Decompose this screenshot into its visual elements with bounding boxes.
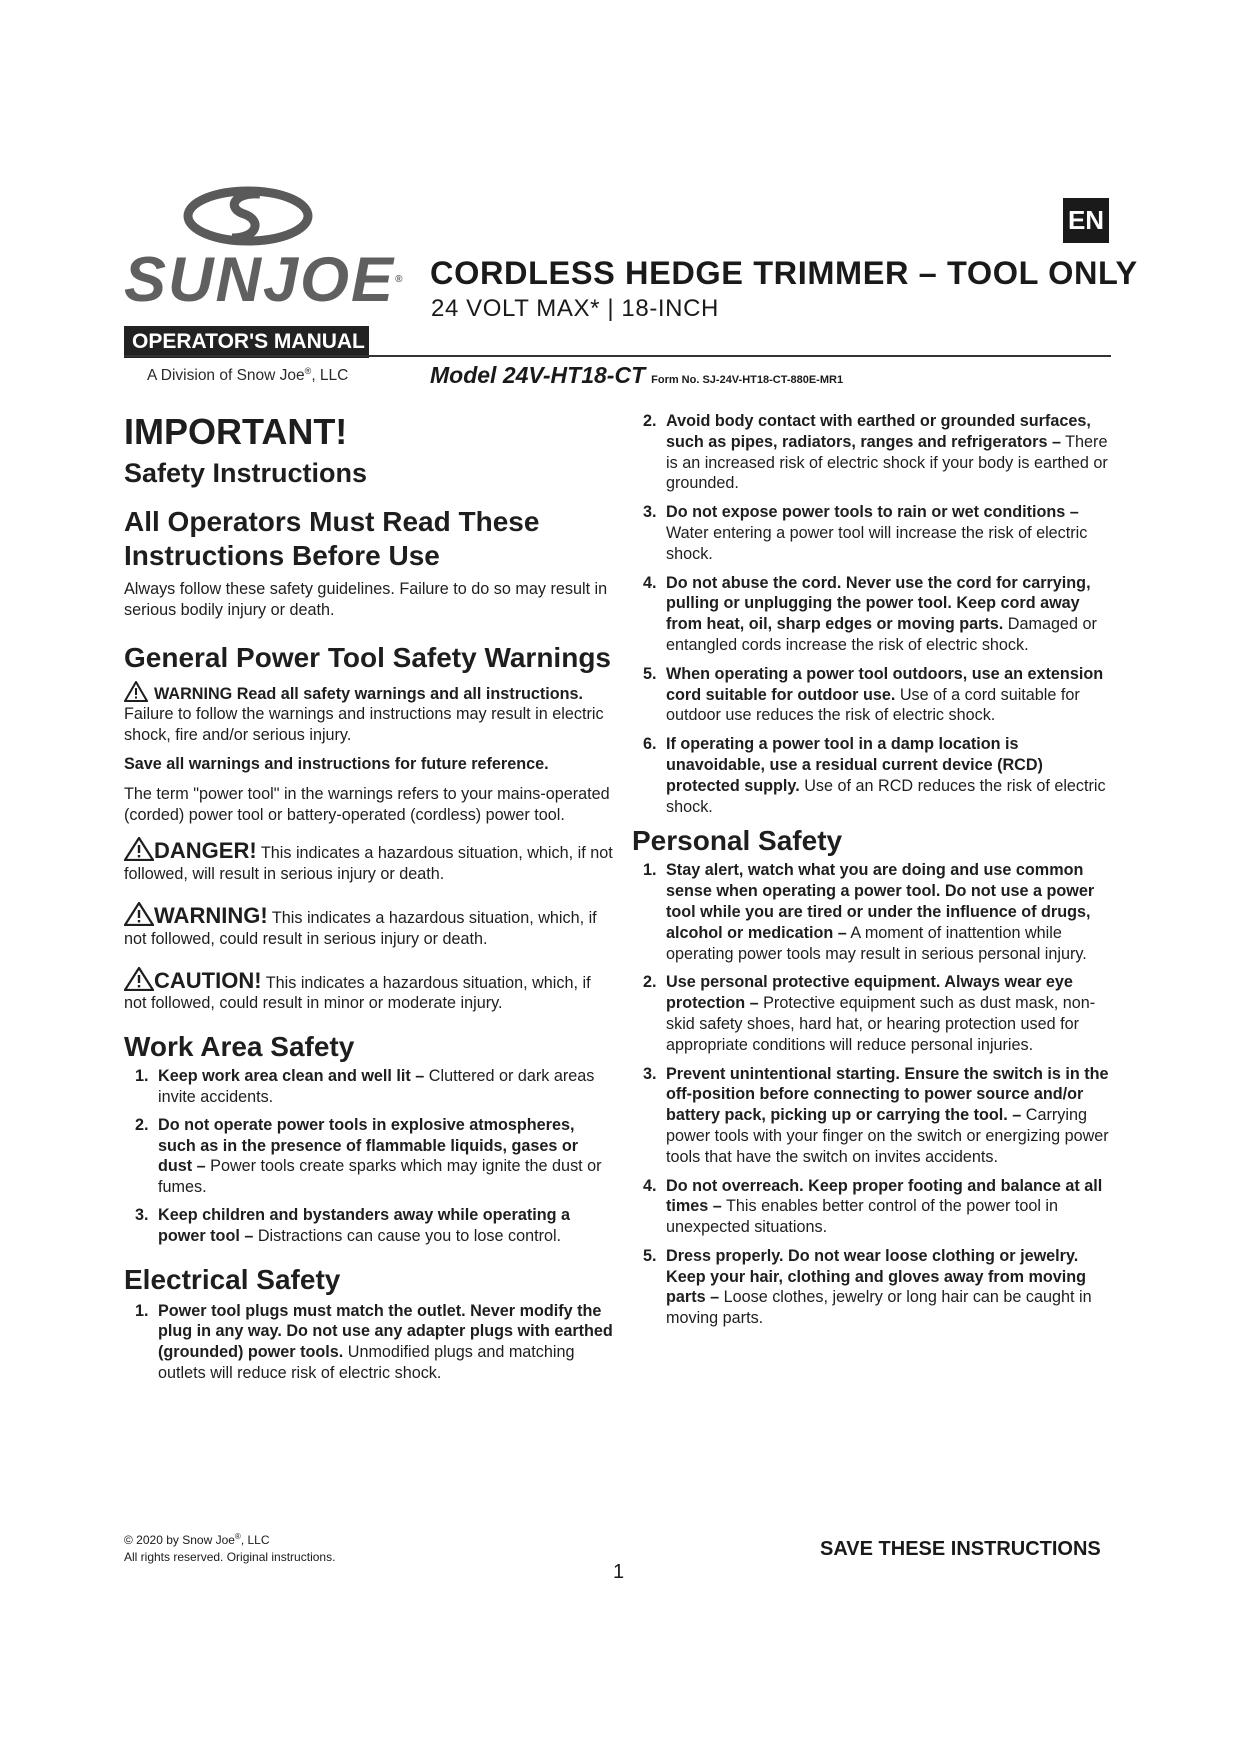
language-badge: EN bbox=[1063, 198, 1109, 243]
caution-triangle-icon bbox=[124, 967, 154, 991]
list-item: 4. Do not overreach. Keep proper footing and balance at all times – This enables better control of the power tool in unexpected situations. bbox=[643, 1176, 1103, 1237]
danger-triangle-icon bbox=[124, 837, 154, 861]
copyright-note bbox=[124, 1528, 335, 1566]
list-item: 6. If operating a power tool in a damp location is unavoidable, use a residual current device (RCD) protected supply. Use of an RCD reduces the risk of electric shock. bbox=[643, 735, 1106, 816]
work-area-heading: Work Area Safety bbox=[124, 1031, 355, 1063]
page-number: 1 bbox=[613, 1561, 625, 1583]
header-divider bbox=[124, 355, 1111, 357]
list-item: 5. When operating a power tool outdoors, use an extension cord suitable for outdoor use. Use of a cord suitable for outdoor use reduces the risk of electric shock. bbox=[643, 664, 1104, 725]
important-heading: IMPORTANT! bbox=[124, 411, 348, 452]
model-line: Model 24V-HT18-CT Form No. SJ-24V-HT18-CT-880E-MR1 bbox=[430, 362, 844, 388]
form-number: Form No. SJ-24V-HT18-CT-880E-MR1 bbox=[651, 374, 844, 386]
copyright-line: © 2020 by Snow Joe®, LLC bbox=[124, 1532, 270, 1547]
list-item: 3. Prevent unintentional starting. Ensure the switch is in the off-position before connecting to power source and/or battery pack, picking up or carrying the tool. – Carrying power tools with your finger on the switch or energizing power tools that have the switch on invites accidents. bbox=[643, 1064, 1109, 1166]
list-item: 4. Do not abuse the cord. Never use the cord for carrying, pulling or unplugging the power tool. Keep cord away from heat, oil, sharp edges or moving parts. Damaged or entangled cords increase the risk of electric shock. bbox=[643, 573, 1097, 654]
electrical-safety-list-continued bbox=[632, 411, 1114, 817]
general-warning: WARNING Read all safety warnings and all instructions. Failure to follow the warnings and instructions may result in electric shock, fire and/or serious injury. bbox=[124, 681, 614, 746]
left-column bbox=[124, 412, 614, 1384]
intro-text: Always follow these safety guidelines. Failure to do so may result in serious bodily injury or death. bbox=[124, 580, 608, 619]
list-item: 1. Stay alert, watch what you are doing and use common sense when operating a power tool. Do not use a power tool while you are tired or under the influence of drugs, alcohol or medication – A moment of inattention while operating power tools may result in serious personal injury. bbox=[643, 861, 1095, 963]
operators-manual-label: OPERATOR'S MANUAL bbox=[124, 326, 369, 358]
list-item: 2. Do not operate power tools in explosive atmospheres, such as in the presence of flammable liquids, gases or dust – Power tools create sparks which may ignite the dust or fumes. bbox=[135, 1115, 602, 1197]
right-column bbox=[632, 411, 1114, 1329]
personal-safety-list bbox=[632, 860, 1114, 1329]
document-title: CORDLESS HEDGE TRIMMER – TOOL ONLY bbox=[430, 255, 1138, 291]
warning-triangle-icon bbox=[124, 902, 154, 926]
sunjoe-logo-icon bbox=[182, 186, 314, 251]
warning-triangle-icon bbox=[124, 681, 148, 702]
general-safety-heading: General Power Tool Safety Warnings bbox=[124, 641, 611, 673]
caution-signal: CAUTION! This indicates a hazardous situation, which, if not followed, could result in minor or moderate injury. bbox=[124, 967, 591, 1013]
list-item: 3. Do not expose power tools to rain or wet conditions – Water entering a power tool will increase the risk of electric shock. bbox=[643, 503, 1088, 563]
save-these-instructions: SAVE THESE INSTRUCTIONS bbox=[820, 1538, 1101, 1560]
rights-line: All rights reserved. Original instructions. bbox=[124, 1550, 336, 1564]
list-item: 2. Use personal protective equipment. Always wear eye protection – Protective equipment such as dust mask, non-skid safety shoes, hard hat, or hearing protection used for appropriate conditions will reduce personal injuries. bbox=[643, 973, 1096, 1054]
electrical-safety-list bbox=[124, 1301, 614, 1384]
personal-safety-heading: Personal Safety bbox=[632, 825, 843, 857]
must-read-heading: All Operators Must Read These Instructions Before Use bbox=[124, 506, 540, 571]
safety-instructions-heading: Safety Instructions bbox=[124, 458, 368, 488]
danger-signal: DANGER! This indicates a hazardous situation, which, if not followed, will result in serious injury or death. bbox=[124, 838, 613, 884]
power-tool-term: The term "power tool" in the warnings refers to your mains-operated (corded) power tool or battery-operated (cordless) power tool. bbox=[124, 784, 610, 824]
list-item: 1. Power tool plugs must match the outlet. Never modify the plug in any way. Do not use any adapter plugs with earthed (grounded) power tools. Unmodified plugs and matching outlets will reduce risk of electric shock. bbox=[135, 1301, 613, 1382]
division-note: A Division of Snow Joe®, LLC bbox=[147, 366, 349, 385]
document-subtitle: 24 VOLT MAX* | 18-INCH bbox=[431, 295, 719, 322]
warning-signal: WARNING! This indicates a hazardous situation, which, if not followed, could result in serious injury or death. bbox=[124, 902, 597, 948]
list-item: 5. Dress properly. Do not wear loose clothing or jewelry. Keep your hair, clothing and gloves away from moving parts – Loose clothes, jewelry or long hair can be caught in moving parts. bbox=[643, 1246, 1092, 1328]
list-item: 3. Keep children and bystanders away while operating a power tool – Distractions can cause you to lose control. bbox=[135, 1205, 570, 1245]
list-item: 2. Avoid body contact with earthed or grounded surfaces, such as pipes, radiators, ranges and refrigerators – There is an increased risk of electric shock if your body is earthed or grounded. bbox=[643, 412, 1108, 493]
work-area-list bbox=[124, 1066, 614, 1246]
list-item: 1. Keep work area clean and well lit – Cluttered or dark areas invite accidents. bbox=[135, 1067, 595, 1106]
brand-wordmark: SUNJOE® bbox=[124, 245, 405, 315]
save-all-note: Save all warnings and instructions for future reference. bbox=[124, 754, 549, 773]
electrical-safety-heading: Electrical Safety bbox=[124, 1263, 341, 1295]
